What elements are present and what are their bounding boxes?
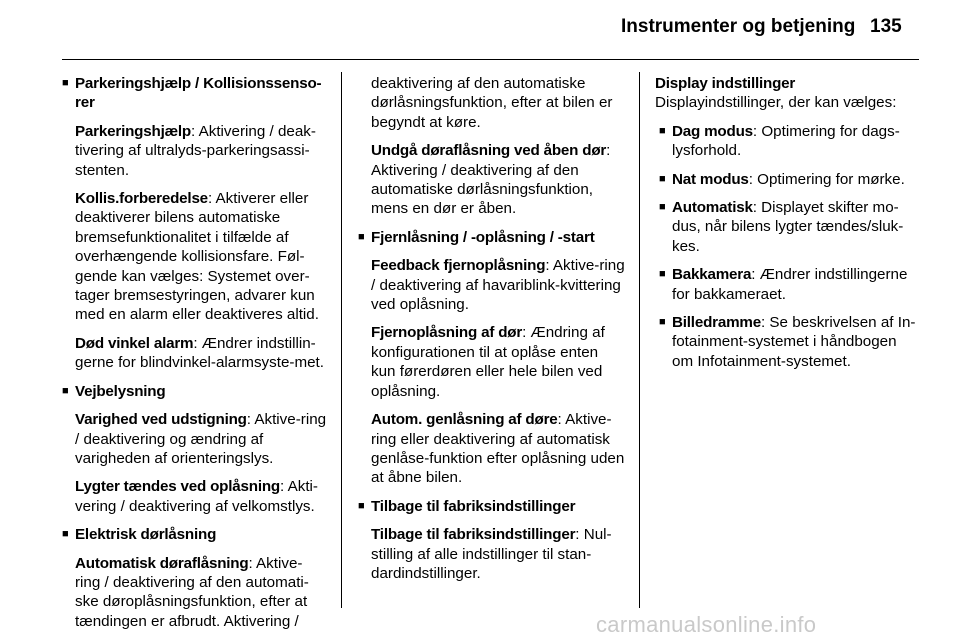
setting-description: Død vinkel alarm: Ændrer indstillin-gerne for blindvinkel-alarmsyste-met. <box>75 334 324 372</box>
section-heading: Vejbelysning <box>75 382 166 400</box>
display-options-list <box>655 122 921 371</box>
setting-term: Autom. genlåsning af døre <box>371 411 558 429</box>
setting-description: Fjernoplåsning af dør: Ændring af konfigurationen til at oplåse enten kun førerdøren eller hele bilen ved oplåsning. <box>371 324 605 400</box>
bullet-icon: ■ <box>62 77 69 89</box>
setting-description: Bakkamera: Ændrer indstillingerne for bakkameraet. <box>672 266 908 303</box>
setting-term: Billedramme <box>672 314 761 332</box>
page-title: Instrumenter og betjening <box>621 16 856 37</box>
bullet-icon: ■ <box>659 172 666 185</box>
setting-description: Feedback fjernoplåsning: Aktive-ring / deaktivering af havariblink-kvittering ved oplåsning. <box>371 257 625 314</box>
column-1 <box>62 74 327 631</box>
setting-term: Lygter tændes ved oplåsning <box>75 478 281 496</box>
setting-description: Kollis.forberedelse: Aktiverer eller deaktiverer bilens automatiske bremsefunktionalitet i tilfælde af overhængende kollisionsfare. Føl-gende kan vælges: Systemet over-tager bremsestyringen, advarer kun med en alarm eller deaktiveres altid. <box>75 190 319 324</box>
setting-description: Lygter tændes ved oplåsning: Akti-vering / deaktivering af velkomstlys. <box>75 478 318 515</box>
bullet-icon: ■ <box>659 124 666 137</box>
setting-term: Fjernoplåsning af dør <box>371 324 523 342</box>
watermark-text: carmanualsonline.info <box>596 612 817 637</box>
bullet-icon: ■ <box>659 201 666 214</box>
setting-term: Automatisk døraflåsning <box>75 554 249 572</box>
column-2 <box>358 74 625 583</box>
setting-description: Autom. genlåsning af døre: Aktive-ring eller deaktivering af automatisk genlåse-funktion efter oplåsning uden at åbne bilen. <box>371 411 625 487</box>
bullet-icon: ■ <box>358 230 365 243</box>
bullet-icon: ■ <box>62 384 69 397</box>
section-heading: Display indstillinger <box>655 75 796 92</box>
list-item <box>358 228 625 488</box>
column-3 <box>655 74 921 371</box>
section-heading: Fjernlåsning / -oplåsning / -start <box>371 228 595 246</box>
column-divider <box>639 72 640 608</box>
list-item <box>62 525 327 631</box>
setting-description: Nat modus: Optimering for mørke. <box>672 170 905 188</box>
setting-description: Billedramme: Se beskrivelsen af In-fotainment-systemet i håndbogen om Infotainment-systemet. <box>672 314 916 370</box>
bullet-icon: ■ <box>659 268 666 281</box>
bullet-icon: ■ <box>62 528 69 541</box>
setting-description: Varighed ved udstigning: Aktive-ring / deaktivering og ændring af varigheden af orienteringslys. <box>75 411 327 467</box>
list-item <box>62 382 327 516</box>
list-item <box>659 265 921 304</box>
setting-term: Automatisk <box>672 199 753 217</box>
setting-description: Automatisk: Displayet skifter mo-dus, når bilens lygter tændes/sluk-kes. <box>672 199 904 255</box>
intro-text: Displayindstillinger, der kan vælges: <box>655 94 897 112</box>
page-number: 135 <box>870 16 902 37</box>
list-item-continued <box>358 74 625 219</box>
bullet-icon: ■ <box>659 316 666 329</box>
page-header <box>0 0 960 62</box>
setting-term: Bakkamera <box>672 266 752 284</box>
list-item <box>659 170 921 189</box>
setting-description: Parkeringshjælp: Aktivering / deak-tivering af ultralyds-parkeringsassi-stenten. <box>75 122 316 179</box>
setting-term: Varighed ved udstigning <box>75 411 247 429</box>
list-item <box>659 198 921 256</box>
list-item <box>62 74 327 373</box>
section-heading: Tilbage til fabriksindstillinger <box>371 497 576 515</box>
setting-term: Undgå døraflåsning ved åben dør <box>371 142 607 160</box>
setting-term: Dag modus <box>672 122 753 140</box>
bullet-icon: ■ <box>358 499 365 512</box>
list-item <box>659 122 921 161</box>
setting-term: Kollis.forberedelse <box>75 190 208 208</box>
column-divider <box>341 72 342 608</box>
section-heading: Parkeringshjælp / Kollisionssenso-rer <box>75 75 322 112</box>
list-item <box>659 313 921 371</box>
setting-term: Parkeringshjælp <box>75 122 192 140</box>
continued-text: deaktivering af den automatiske dørlåsningsfunktion, efter at bilen er begyndt at køre. <box>371 75 613 131</box>
header-divider <box>62 59 919 60</box>
setting-description: Tilbage til fabriksindstillinger: Nul-stilling af alle indstillinger til stan-dardindstillinger. <box>371 526 612 582</box>
list-item <box>358 497 625 584</box>
setting-description: Dag modus: Optimering for dags-lysforhold. <box>672 122 900 160</box>
setting-term: Død vinkel alarm <box>75 334 194 352</box>
setting-description: Undgå døraflåsning ved åben dør: Aktivering / deaktivering af den automatiske dørlåsningsfunktion, mens en dør er åben. <box>371 142 611 218</box>
setting-term: Tilbage til fabriksindstillinger <box>371 526 576 544</box>
setting-term: Nat modus <box>672 170 749 188</box>
setting-description: Automatisk døraflåsning: Aktive-ring / deaktivering af den automati-ske døroplåsningsfunktion, efter at tændingen er afbrudt. Aktivering / <box>75 554 309 630</box>
setting-term: Feedback fjernoplåsning <box>371 257 546 275</box>
section-heading: Elektrisk dørlåsning <box>75 526 217 544</box>
